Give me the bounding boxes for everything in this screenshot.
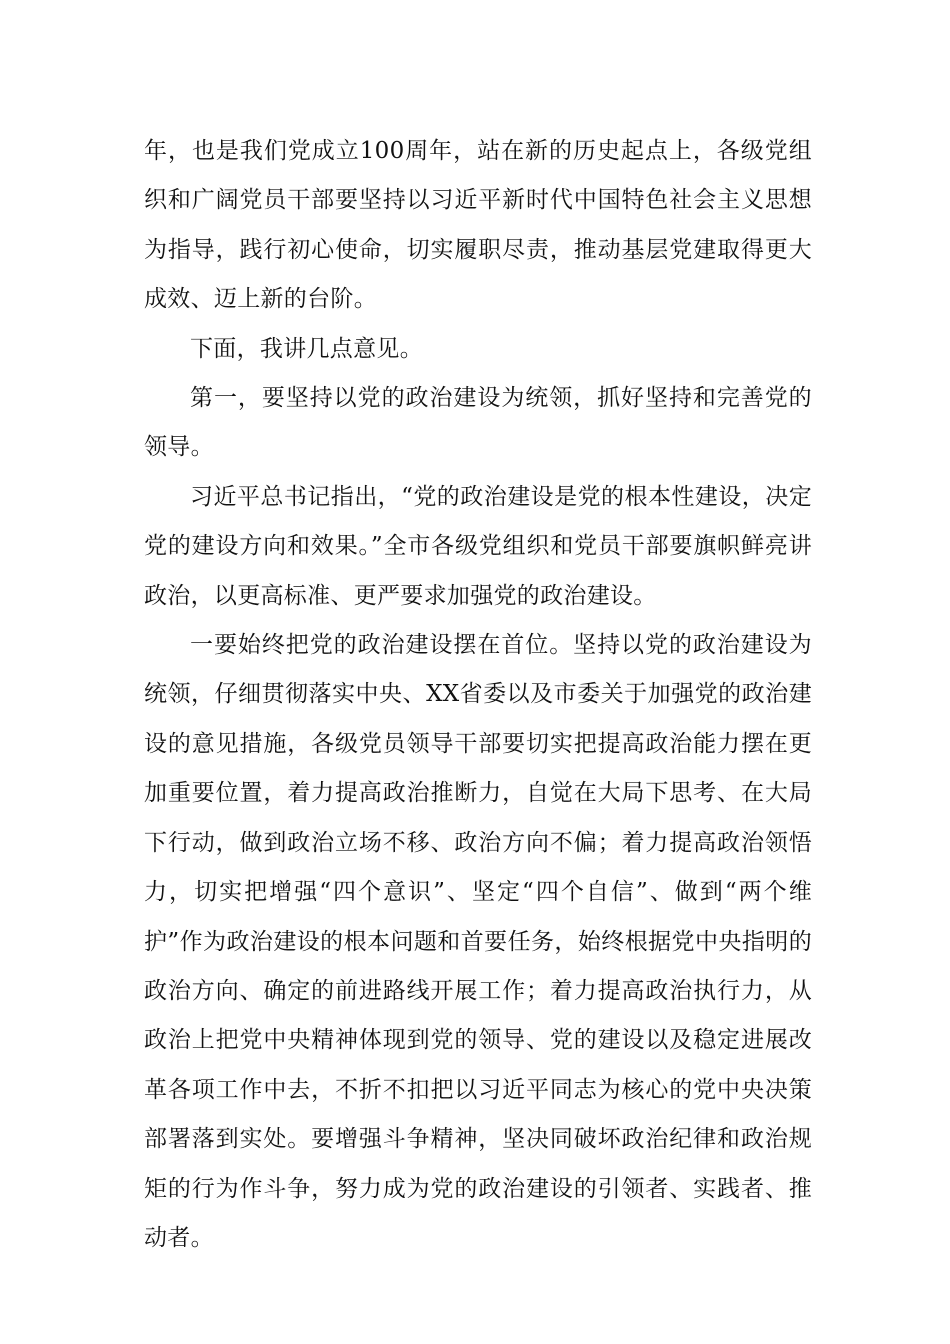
paragraph-political-construction: 一要始终把党的政治建设摆在首位。坚持以党的政治建设为统领，仔细贯彻落实中央、XX省委以及市委关于加强党的政治建设的意见措施，各级党员领导干部要切实把提高政治能力摆在更加重要位置，着力提高政治推断力，自觉在大局下思考、在大局下行动，做到政治立场不移、政治方向不偏；着力提高政治领悟力，切实把增强“四个意识”、坚定“四个自信”、做到“两个维护”作为政治建设的根本问题和首要任务，始终根据党中央指明的政治方向、确定的前进路线开展工作；着力提高政治执行力，从政治上把党中央精神体现到党的领导、党的建设以及稳定进展改革各项工作中去，不折不扣把以习近平同志为核心的党中央决策部署落到实处。要增强斗争精神，坚决同破坏政治纪律和政治规矩的行为作斗争，努力成为党的政治建设的引领者、实践者、推动者。 <box>144 632 812 1251</box>
paragraph-opinions-intro: 下面，我讲几点意见。 <box>190 335 423 362</box>
paragraph-intro-continuation: 年，也是我们党成立100周年，站在新的历史起点上，各级党组织和广阔党员干部要坚持以习近平新时代中国特色社会主义思想为指导，践行初心使命，切实履职尽责，推动基层党建取得更大成效、迈上新的台阶。 <box>144 138 812 313</box>
paragraph-quote: 习近平总书记指出，“党的政治建设是党的根本性建设，决定党的建设方向和效果。”全市各级党组织和党员干部要旗帜鲜亮讲政治，以更高标准、更严要求加强党的政治建设。 <box>144 483 812 609</box>
document-body <box>144 127 812 1263</box>
paragraph-section-one-heading: 第一，要坚持以党的政治建设为统领，抓好坚持和完善党的领导。 <box>144 385 812 461</box>
